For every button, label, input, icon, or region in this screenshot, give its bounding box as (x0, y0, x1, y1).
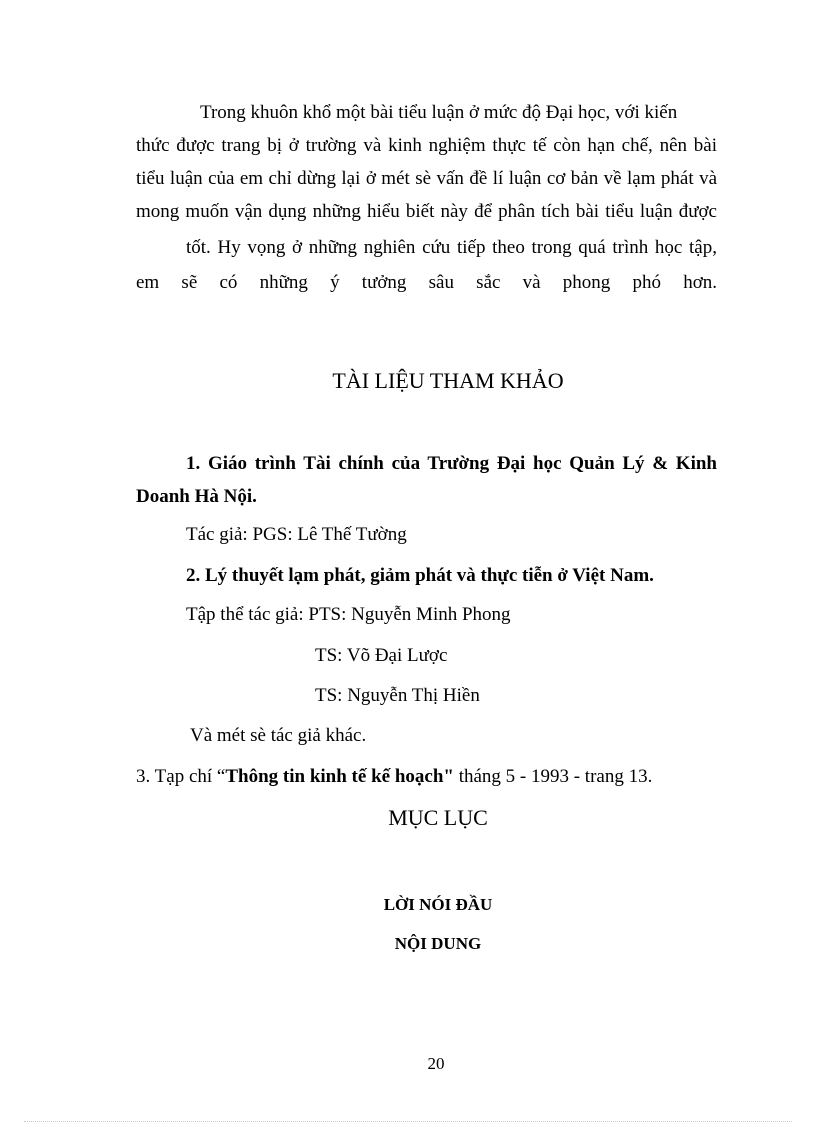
references-heading: TÀI LIỆU THAM KHẢO (332, 368, 564, 393)
paragraph-line-4: mong muốn vận dụng những hiểu biết này để phân tích bài tiểu luận được (136, 201, 717, 222)
reference-2-others: Và mét sè tác giả khác. (190, 725, 367, 746)
page-number: 20 (427, 1054, 445, 1073)
reference-1-title-line-2: Doanh Hà Nội. (136, 486, 257, 507)
reference-2-author-3: TS: Nguyễn Thị Hiền (315, 685, 480, 706)
reference-2-author-2: TS: Võ Đại Lược (315, 645, 448, 666)
reference-3-prefix: 3. Tạp chí “ (136, 766, 226, 787)
reference-3-suffix: tháng 5 - 1993 - trang 13. (453, 766, 653, 787)
reference-2-title: 2. Lý thuyết lạm phát, giảm phát và thực tiễn ở Việt Nam. (186, 565, 654, 586)
paragraph-line-6: em sẽ có những ý tưởng sâu sắc và phong phó hơn. (136, 272, 717, 293)
toc-heading: MỤC LỤC (388, 805, 488, 830)
paragraph-line-3: tiểu luận của em chỉ dừng lại ở mét sè vấn đề lí luận cơ bản về lạm phát và (136, 168, 717, 189)
page-bottom-rule (24, 1121, 792, 1122)
reference-3-title: Thông tin kinh tế kế hoạch" (225, 766, 454, 787)
reference-1-author: Tác giả: PGS: Lê Thế Tường (186, 524, 407, 545)
paragraph-line-1: Trong khuôn khổ một bài tiểu luận ở mức độ Đại học, với kiến (200, 102, 678, 123)
paragraph-line-2: thức được trang bị ở trường và kinh nghiệm thực tế còn hạn chế, nên bài (136, 135, 717, 156)
toc-item-content: NỘI DUNG (394, 934, 482, 953)
reference-3 (136, 766, 652, 788)
paragraph-line-5: tốt. Hy vọng ở những nghiên cứu tiếp theo trong quá trình học tập, (186, 237, 717, 258)
reference-1-title-line-1: 1. Giáo trình Tài chính của Trường Đại học Quản Lý & Kinh (186, 453, 717, 474)
reference-2-author-1: Tập thể tác giả: PTS: Nguyễn Minh Phong (186, 604, 511, 625)
toc-item-preface: LỜI NÓI ĐẦU (383, 895, 493, 914)
